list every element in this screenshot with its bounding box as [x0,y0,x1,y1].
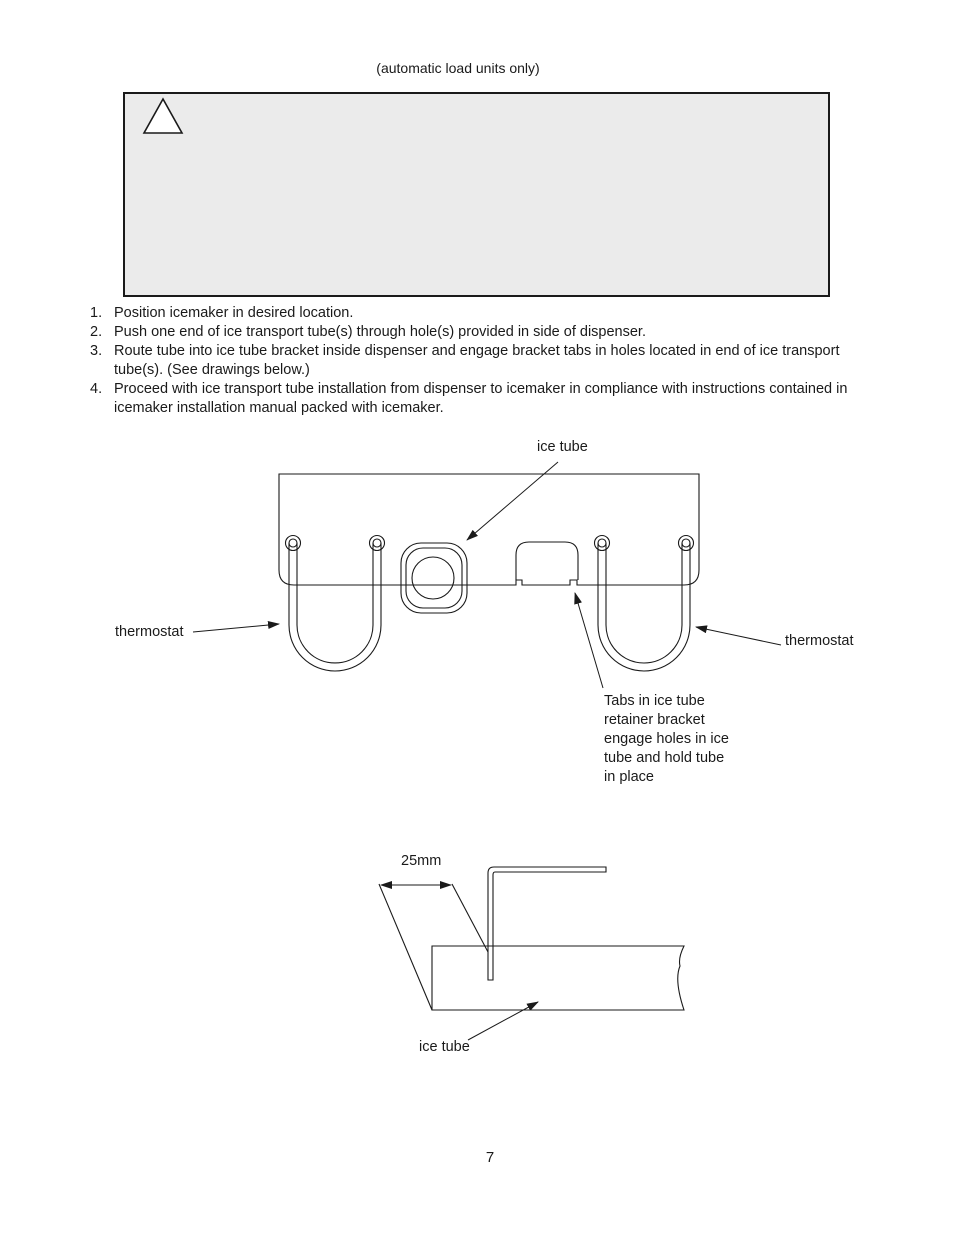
ice-tube-label: ice tube [537,439,588,455]
step-number: 3. [90,343,103,359]
tabs-callout-line: engage holes in ice [604,731,729,747]
step-number: 1. [90,305,103,321]
step-text: Route tube into ice tube bracket inside dispenser and engage bracket tabs in holes located in end of ice transport tube(s). (See drawings below.) [114,343,840,378]
step-number: 2. [90,324,103,340]
bracket-drawing [279,474,699,671]
page-number: 7 [485,1149,495,1166]
tabs-callout-line: tube and hold tube [604,750,725,766]
tabs-callout-line: Tabs in ice tube [604,693,705,709]
thermostat-right-label: thermostat [785,633,854,649]
tabs-callout-line: in place [604,769,654,785]
ice-tube-label-2: ice tube [419,1039,470,1055]
callout-arrows [193,462,781,688]
tabs-callout-label [604,692,754,787]
tabs-callout-line: retainer bracket [604,712,705,728]
dimension-arrow [381,885,538,1040]
page-subtitle: (automatic load units only) [376,60,540,76]
step-text: Proceed with ice transport tube installation from dispenser to icemaker in compliance with instructions contained in icemaker installation manual packed with icemaker. [114,381,848,416]
step-number: 4. [90,381,103,397]
dimension-label: 25mm [401,853,442,869]
tube-cross-section [379,867,684,1010]
step-text: Push one end of ice transport tube(s) through hole(s) provided in side of dispenser. [114,324,646,340]
step-text: Position icemaker in desired location. [114,305,354,321]
thermostat-left-label: thermostat [115,624,184,640]
